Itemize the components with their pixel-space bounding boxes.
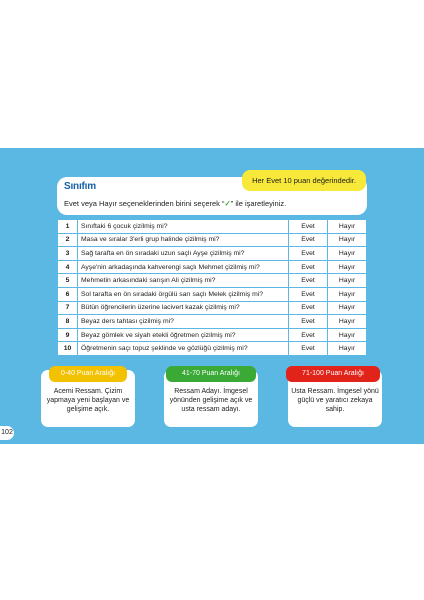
- question-text: Mehmetin arkasındaki sarışın Ali çizilmiş mi?: [78, 274, 289, 288]
- score-text-candidate: Ressam Adayı. İmgesel yönünden gelişime açık ve usta ressam adayı.: [169, 388, 253, 413]
- points-note: Her Evet 10 puan değerindedir.: [242, 170, 366, 191]
- no-option[interactable]: Hayır: [328, 247, 367, 261]
- score-range-beginner: 0-40 Puan Aralığı: [49, 366, 127, 382]
- no-option[interactable]: Hayır: [328, 274, 367, 288]
- score-range-candidate: 41-70 Puan Aralığı: [166, 366, 256, 382]
- instruction-text: Evet veya Hayır seçeneklerinden birini seçerek “✓” ile işaretleyiniz.: [64, 199, 287, 208]
- yes-option[interactable]: Evet: [289, 220, 328, 234]
- question-text: Beyaz gömlek ve siyah etekli öğretmen çizilmiş mi?: [78, 328, 289, 342]
- score-range-master: 71-100 Puan Aralığı: [286, 366, 380, 382]
- table-row: [58, 274, 367, 288]
- no-option[interactable]: Hayır: [328, 287, 367, 301]
- yes-option[interactable]: Evet: [289, 315, 328, 329]
- question-number: 3: [58, 247, 78, 261]
- question-number: 5: [58, 274, 78, 288]
- no-option[interactable]: Hayır: [328, 301, 367, 315]
- table-row: [58, 220, 367, 234]
- no-option[interactable]: Hayır: [328, 233, 367, 247]
- table-row: [58, 328, 367, 342]
- yes-option[interactable]: Evet: [289, 274, 328, 288]
- question-text: Sınıftaki 6 çocuk çizilmiş mi?: [78, 220, 289, 234]
- score-text-beginner: Acemi Ressam. Çizim yapmaya yeni başlayan ve gelişime açık.: [46, 388, 130, 413]
- no-option[interactable]: Hayır: [328, 220, 367, 234]
- table-row: [58, 260, 367, 274]
- question-number: 2: [58, 233, 78, 247]
- table-row: [58, 233, 367, 247]
- question-text: Masa ve sıralar 3'erli grup halinde çizilmiş mi?: [78, 233, 289, 247]
- page-number: 102: [0, 426, 14, 440]
- question-text: Sağ tarafta en ön sıradaki uzun saçlı Ayşe çizilmiş mi?: [78, 247, 289, 261]
- check-icon: ✓: [224, 199, 231, 208]
- yes-option[interactable]: Evet: [289, 247, 328, 261]
- table-row: [58, 287, 367, 301]
- table-row: [58, 247, 367, 261]
- no-option[interactable]: Hayır: [328, 260, 367, 274]
- question-text: Ayşe'nin arkadaşında kahverengi saçlı Mehmet çizilmiş mi?: [78, 260, 289, 274]
- yes-option[interactable]: Evet: [289, 328, 328, 342]
- question-table: [57, 219, 367, 356]
- score-text-master: Usta Ressam. İmgesel yönü güçlü ve yaratıcı zekaya sahip.: [291, 388, 379, 413]
- yes-option[interactable]: Evet: [289, 301, 328, 315]
- question-number: 4: [58, 260, 78, 274]
- table-row: [58, 342, 367, 356]
- question-number: 7: [58, 301, 78, 315]
- question-text: Bütün öğrencilerin üzerine lacivert kazak çizilmiş mi?: [78, 301, 289, 315]
- no-option[interactable]: Hayır: [328, 315, 367, 329]
- question-number: 8: [58, 315, 78, 329]
- no-option[interactable]: Hayır: [328, 328, 367, 342]
- yes-option[interactable]: Evet: [289, 260, 328, 274]
- no-option[interactable]: Hayır: [328, 342, 367, 356]
- question-text: Öğretmenin saçı topuz şeklinde ve gözlüğü çizilmiş mi?: [78, 342, 289, 356]
- question-number: 6: [58, 287, 78, 301]
- question-text: Beyaz ders tahtası çizilmiş mi?: [78, 315, 289, 329]
- yes-option[interactable]: Evet: [289, 342, 328, 356]
- table-row: [58, 301, 367, 315]
- yes-option[interactable]: Evet: [289, 287, 328, 301]
- section-title: Sınıfım: [64, 181, 96, 192]
- question-text: Sol tarafta en ön sıradaki örgülü sarı saçlı Melek çizilmiş mi?: [78, 287, 289, 301]
- table-row: [58, 315, 367, 329]
- question-number: 9: [58, 328, 78, 342]
- question-number: 10: [58, 342, 78, 356]
- question-number: 1: [58, 220, 78, 234]
- yes-option[interactable]: Evet: [289, 233, 328, 247]
